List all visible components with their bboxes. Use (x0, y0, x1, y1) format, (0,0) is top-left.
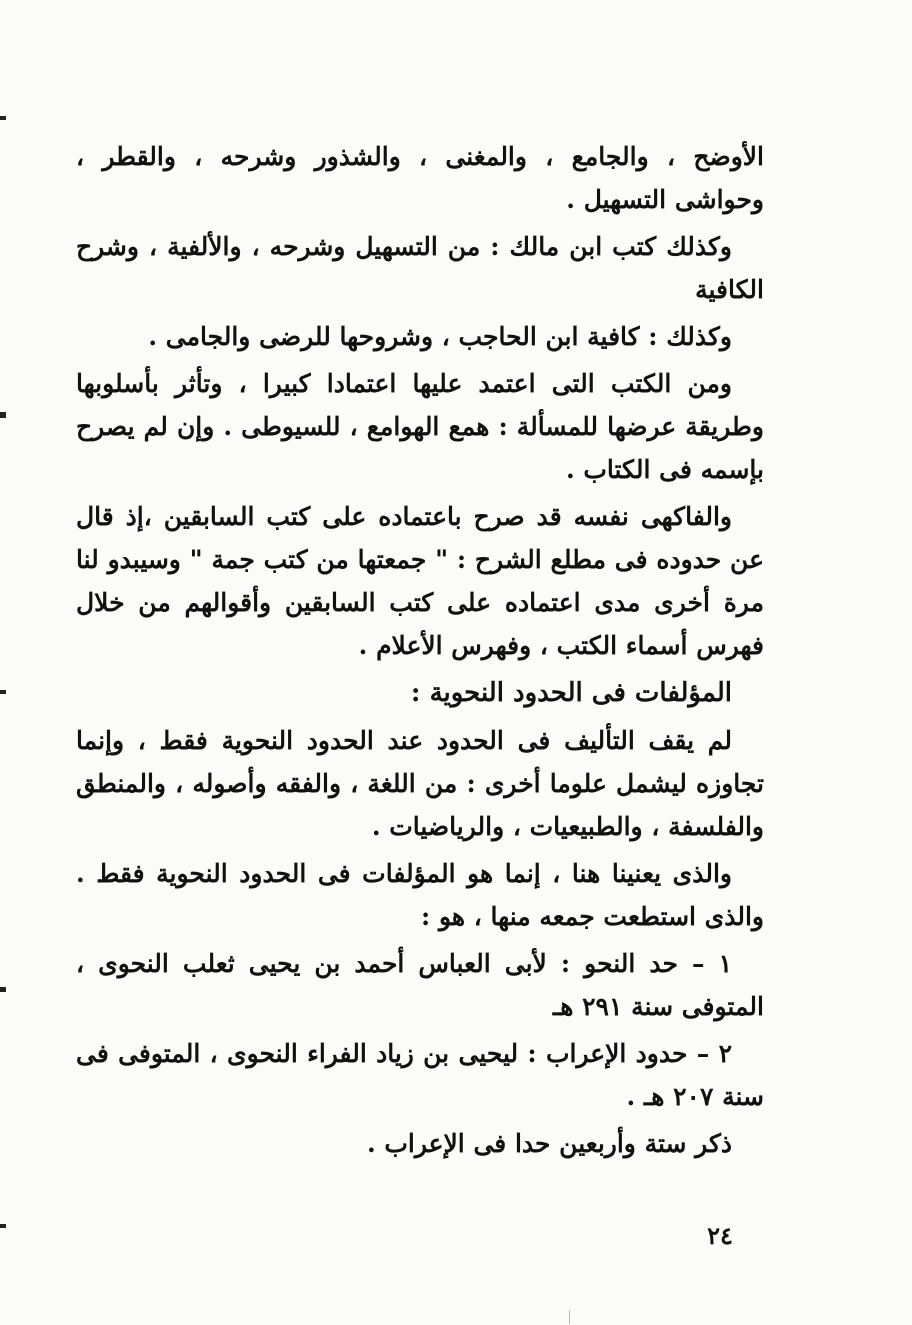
scan-edge-mark (0, 690, 6, 694)
paragraph-other-sciences: لم يقف التأليف فى الحدود عند الحدود النحوية فقط ، وإنما تجاوزه ليشمل علوما أخرى : من اللغة ، والفقه وأصوله ، والمنطق والفلسفة ، والطبيعيات ، والرياضيات . (76, 726, 764, 841)
list-item-hadd-al-nahw: ١ – حد النحو : لأبى العباس أحمد بن يحيى ثعلب النحوى ، المتوفى سنة ٢٩١ هـ (76, 949, 764, 1021)
paragraph-ibn-hajib: وكذلك : كافية ابن الحاجب ، وشروحها للرضى والجامى . (148, 322, 732, 351)
paragraph-ibn-malik: وكذلك كتب ابن مالك : من التسهيل وشرحه ، والألفية ، وشرح الكافية (76, 232, 764, 304)
scan-edge-mark (0, 412, 6, 418)
page-number: ٢٤ (707, 1221, 733, 1250)
page-body (76, 135, 764, 1169)
scan-bottom-tick (569, 1310, 570, 1324)
paragraph-hama-al-hawami: ومن الكتب التى اعتمد عليها اعتمادا كبيرا ، وتأثر بأسلوبها وطريقة عرضها للمسألة : همع الهوامع ، للسيوطى . وإن لم يصرح بإسمه فى الكتاب . (76, 369, 764, 484)
paragraph-fakihi-reliance: والفاكهى نفسه قد صرح باعتماده على كتب السابقين ،إذ قال عن حدوده فى مطلع الشرح : " جمعتها من كتب جمة " وسيبدو لنا مرة أخرى مدى اعتماده على كتب السابقين وأقوالهم من خلال فهرس أسماء الكتب ، وفهرس الأعلام . (76, 502, 764, 660)
paragraph-scope: والذى يعنينا هنا ، إنما هو المؤلفات فى الحدود النحوية فقط . والذى استطعت جمعه منها ، هو : (76, 859, 764, 931)
paragraph-sources-continued: الأوضح ، والجامع ، والمغنى ، والشذور وشرحه ، والقطر ، وحواشى التسهيل . (76, 142, 764, 214)
paragraph-forty-six-definitions: ذكر ستة وأربعين حدا فى الإعراب . (366, 1129, 732, 1158)
scan-edge-mark (0, 987, 6, 992)
list-item-hudud-al-irab: ٢ – حدود الإعراب : ليحيى بن زياد الفراء النحوى ، المتوفى فى سنة ٢٠٧ هـ . (76, 1039, 764, 1111)
scan-edge-mark (0, 1224, 6, 1228)
section-heading: المؤلفات فى الحدود النحوية : (410, 678, 732, 708)
scan-edge-mark (0, 116, 6, 120)
